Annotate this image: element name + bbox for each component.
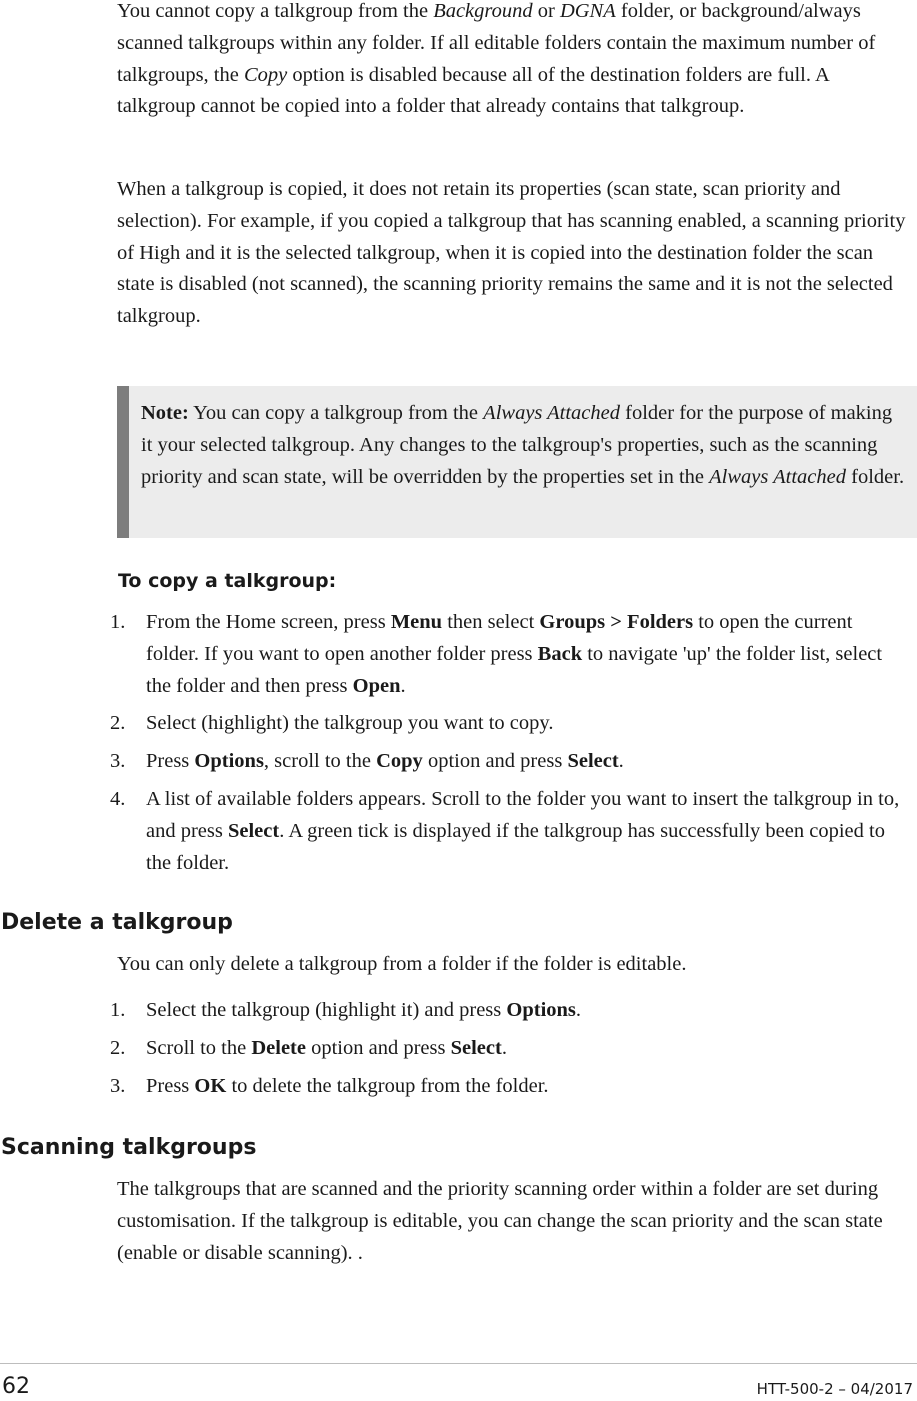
always-attached-term: Always Attached (709, 465, 846, 488)
list-item: 1. From the Home screen, press Menu then select Groups > Folders to open the current folder. If you want to open another folder press Back to navigate 'up' the folder list, select the folder and then press Open. (110, 611, 883, 697)
scanning-paragraph: The talkgroups that are scanned and the priority scanning order within a folder are set during customisation. If the talkgroup is editable, you can change the scan priority and the scan state (enable or disable scanning). . (117, 1178, 883, 1264)
page-number: 62 (2, 1374, 30, 1399)
background-folder-term: Background (433, 0, 533, 22)
dgna-folder-term: DGNA (559, 0, 616, 22)
always-attached-term: Always Attached (483, 402, 621, 424)
list-item: 3. Press OK to delete the talkgroup from the folder. (110, 1074, 549, 1097)
copy-procedure-heading: To copy a talkgroup: (118, 570, 337, 592)
list-item: 2. Scroll to the Delete option and press Select. (110, 1036, 507, 1059)
copy-steps-list (110, 607, 910, 885)
list-item: 3. Press Options, scroll to the Copy option and press Select. (110, 750, 624, 773)
scanning-talkgroups-heading: Scanning talkgroups (1, 1135, 257, 1160)
note-label: Note: (141, 402, 189, 424)
list-item: 4. A list of available folders appears. Scroll to the folder you want to insert the talkgroup in to, and press Select. A green tick is displayed if the talkgroup has successfully been copied to the folder. (110, 787, 900, 874)
list-item: 2. Select (highlight) the talkgroup you want to copy. (110, 712, 554, 735)
copy-restrictions-paragraph: You cannot copy a talkgroup from the Background or DGNA folder, or background/always scanned talkgroups within any folder. If all editable folders contain the maximum number of talkgroups, the Copy option is disabled because all of the destination folders are full. A talkgroup cannot be copied into a folder that already contains that talkgroup. (117, 0, 876, 118)
list-item: 1. Select the talkgroup (highlight it) and press Options. (110, 999, 582, 1021)
delete-talkgroup-heading: Delete a talkgroup (1, 910, 233, 935)
delete-steps-list (110, 995, 910, 1108)
delete-intro-paragraph: You can only delete a talkgroup from a folder if the folder is editable. (117, 953, 687, 975)
footer-divider (0, 1363, 917, 1364)
copy-properties-paragraph: When a talkgroup is copied, it does not retain its properties (scan state, scan priority and selection). For example, if you copied a talkgroup that has scanning enabled, a scanning priority of High and it is the selected talkgroup, when it is copied into the destination folder the scan state is disabled (not scanned), the scanning priority remains the same and it is not the selected talkgroup. (117, 178, 906, 328)
copy-option-term: Copy (243, 63, 288, 86)
note-box: Note: You can copy a talkgroup from the Always Attached folder for the purpose of making it your selected talkgroup. Any changes to the talkgroup's properties, such as the scanning priority and scan state, will be overridden by the properties set in the Always Attached folder. (117, 386, 917, 538)
document-id: HTT-500-2 – 04/2017 (756, 1380, 913, 1398)
